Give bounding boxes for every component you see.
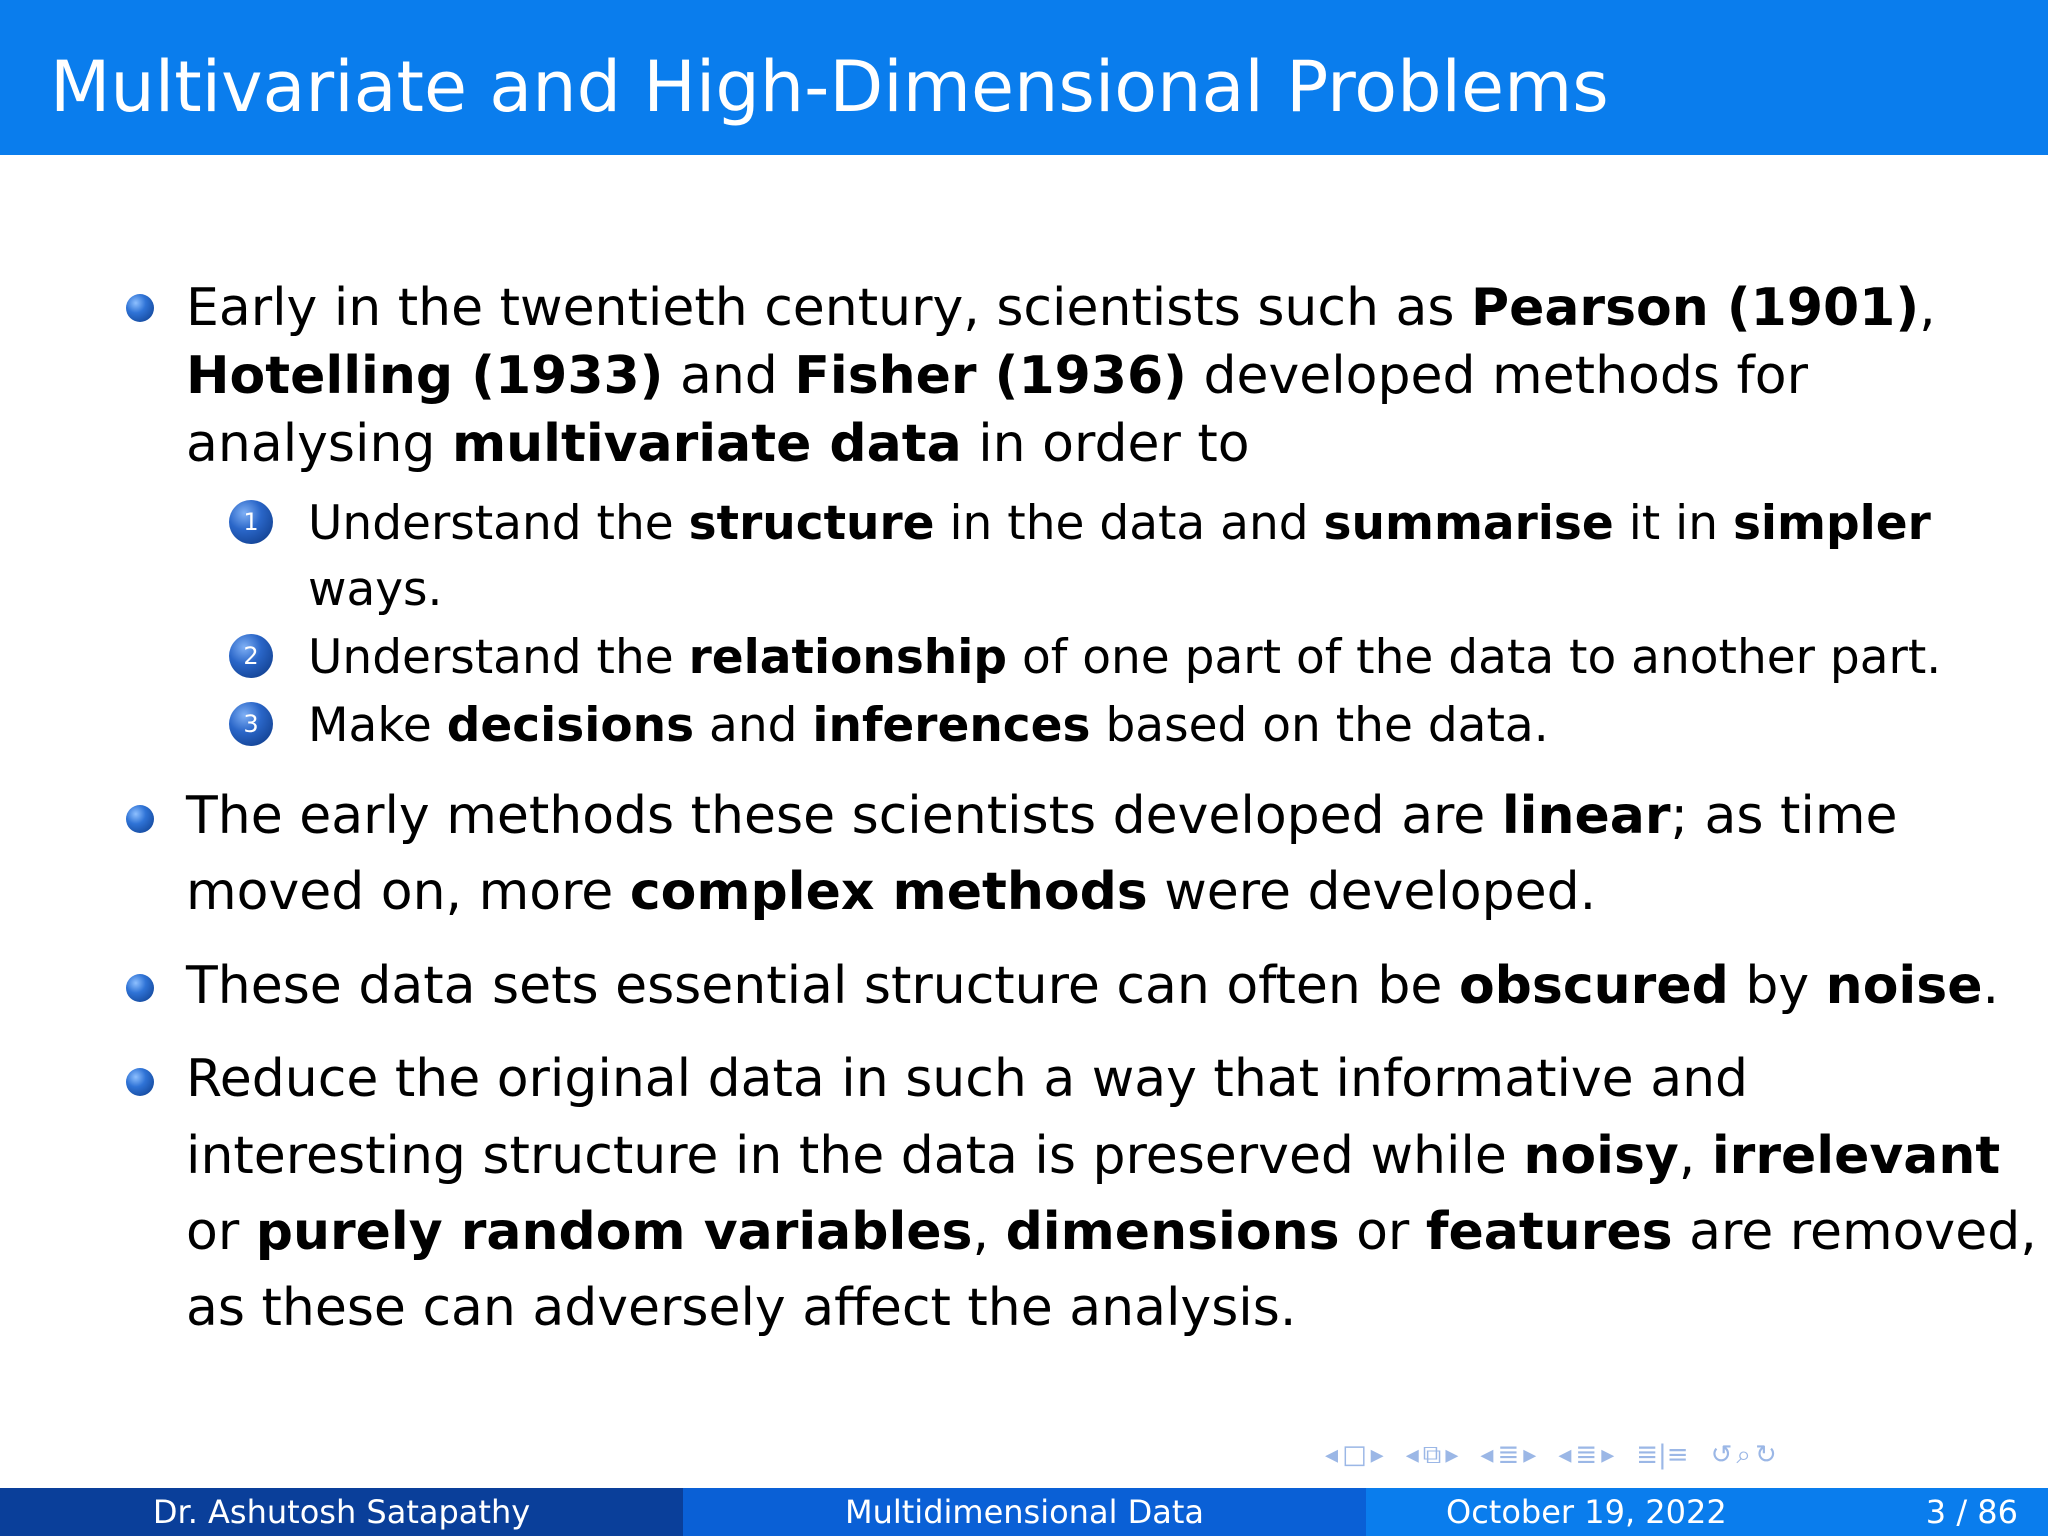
bullet-1-line-2	[186, 346, 1808, 406]
text-run-bold: decisions	[446, 698, 695, 753]
author-name: Dr. Ashutosh Satapathy	[152, 1493, 531, 1531]
subitem-3-line-1	[308, 698, 1549, 753]
bullet-dot-icon	[126, 805, 154, 833]
section-icon[interactable]: ≣	[1497, 1440, 1520, 1470]
title-bar	[0, 0, 2048, 155]
arrow-left-icon[interactable]: ◂	[1405, 1440, 1419, 1470]
text-run-bold: complex methods	[629, 862, 1148, 922]
text-run-bold: Hotelling (1933)	[186, 346, 664, 406]
arrow-right-icon[interactable]: ▸	[1601, 1440, 1615, 1470]
undo-icon[interactable]: ↺	[1710, 1440, 1733, 1470]
text-run: These data sets essential structure can often be	[186, 956, 1459, 1016]
enumeration-badge-2: 2	[229, 634, 273, 678]
text-run: ways.	[308, 562, 443, 617]
text-run: ,	[972, 1202, 1006, 1262]
bullet-dot-icon	[126, 974, 154, 1002]
bullet-2-line-2	[186, 862, 1597, 922]
footer-date-page	[1366, 1488, 2048, 1536]
text-run: it in	[1613, 496, 1733, 551]
bullet-1-line-3	[186, 414, 1250, 474]
topic-name: Multidimensional Data	[844, 1493, 1205, 1531]
text-run: and	[694, 698, 813, 753]
text-run: .	[1982, 956, 1999, 1016]
text-run-bold: structure	[688, 496, 935, 551]
text-run-bold: inferences	[812, 698, 1091, 753]
text-run-bold: Pearson (1901)	[1470, 278, 1920, 338]
text-run-bold: noisy	[1523, 1126, 1679, 1186]
text-run-bold: Fisher (1936)	[794, 346, 1187, 406]
subsection-icon[interactable]: ⧉	[1422, 1439, 1442, 1470]
slide-footer	[0, 1488, 2048, 1536]
text-run-bold: dimensions	[1005, 1202, 1340, 1262]
slide-title: Multivariate and High-Dimensional Problems	[50, 46, 1609, 128]
section-list-icon[interactable]: ≣	[1575, 1440, 1598, 1470]
text-run: were developed.	[1147, 862, 1597, 922]
appendix-icon[interactable]: ≣|≡	[1636, 1440, 1689, 1470]
enumeration-badge-3: 3	[229, 702, 273, 746]
footer-date: October 19, 2022	[1446, 1493, 1727, 1531]
footer-author	[0, 1488, 683, 1536]
text-run: or	[1339, 1202, 1426, 1262]
bullet-4-line-3	[186, 1202, 2037, 1262]
redo-icon[interactable]: ↻	[1754, 1440, 1777, 1470]
text-run: Early in the twentieth century, scientists such as	[186, 278, 1471, 338]
arrow-right-icon[interactable]: ▸	[1445, 1440, 1459, 1470]
bullet-1-line-1	[186, 278, 1936, 338]
text-run: analysing	[186, 414, 452, 474]
text-run-bold: simpler	[1732, 496, 1931, 551]
bullet-dot-icon	[126, 294, 154, 322]
bullet-4-line-2	[186, 1126, 2001, 1186]
text-run: interesting structure in the data is preserved while	[186, 1126, 1524, 1186]
text-run-bold: features	[1425, 1202, 1673, 1262]
text-run-bold: noise	[1825, 956, 1983, 1016]
text-run: or	[186, 1202, 256, 1262]
text-run: and	[663, 346, 795, 406]
text-run: Understand the	[308, 496, 689, 551]
text-run-bold: relationship	[688, 630, 1008, 685]
text-run: Make	[308, 698, 447, 753]
bullet-3-line-1	[186, 956, 1999, 1016]
beamer-navigation-bar	[1325, 1440, 2035, 1470]
bullet-4-line-4	[186, 1278, 1297, 1338]
search-icon[interactable]: ⌕	[1736, 1439, 1751, 1470]
bullet-dot-icon	[126, 1068, 154, 1096]
text-run: moved on, more	[186, 862, 630, 922]
text-run-bold: multivariate data	[451, 414, 962, 474]
text-run: ,	[1678, 1126, 1712, 1186]
text-run: are removed,	[1672, 1202, 2037, 1262]
text-run-bold: linear	[1501, 786, 1671, 846]
arrow-right-icon[interactable]: ▸	[1370, 1440, 1384, 1470]
text-run: as these can adversely affect the analysis.	[186, 1278, 1297, 1338]
text-run: The early methods these scientists developed are	[186, 786, 1502, 846]
arrow-left-icon[interactable]: ◂	[1325, 1440, 1339, 1470]
text-run: in the data and	[934, 496, 1324, 551]
text-run: by	[1728, 956, 1826, 1016]
subitem-1-line-2	[308, 562, 443, 617]
text-run: based on the data.	[1090, 698, 1549, 753]
arrow-right-icon[interactable]: ▸	[1523, 1440, 1537, 1470]
text-run: ,	[1919, 278, 1936, 338]
text-run: of one part of the data to another part.	[1007, 630, 1942, 685]
arrow-left-icon[interactable]: ◂	[1558, 1440, 1572, 1470]
text-run: in order to	[961, 414, 1250, 474]
text-run: Understand the	[308, 630, 689, 685]
text-run: Reduce the original data in such a way that informative and	[186, 1049, 1749, 1109]
text-run: ; as time	[1670, 786, 1898, 846]
text-run-bold: purely random variables	[255, 1202, 973, 1262]
subitem-2-line-1	[308, 630, 1942, 685]
frame-icon[interactable]: □	[1342, 1440, 1367, 1470]
subitem-1-line-1	[308, 496, 1931, 551]
page-number: 3 / 86	[1925, 1493, 2018, 1531]
footer-topic	[683, 1488, 1366, 1536]
enumeration-badge-1: 1	[229, 500, 273, 544]
bullet-4-line-1	[186, 1049, 1749, 1109]
text-run: developed methods for	[1186, 346, 1808, 406]
arrow-left-icon[interactable]: ◂	[1480, 1440, 1494, 1470]
text-run-bold: irrelevant	[1711, 1126, 2001, 1186]
text-run-bold: summarise	[1323, 496, 1614, 551]
bullet-2-line-1	[186, 786, 1898, 846]
text-run-bold: obscured	[1458, 956, 1729, 1016]
